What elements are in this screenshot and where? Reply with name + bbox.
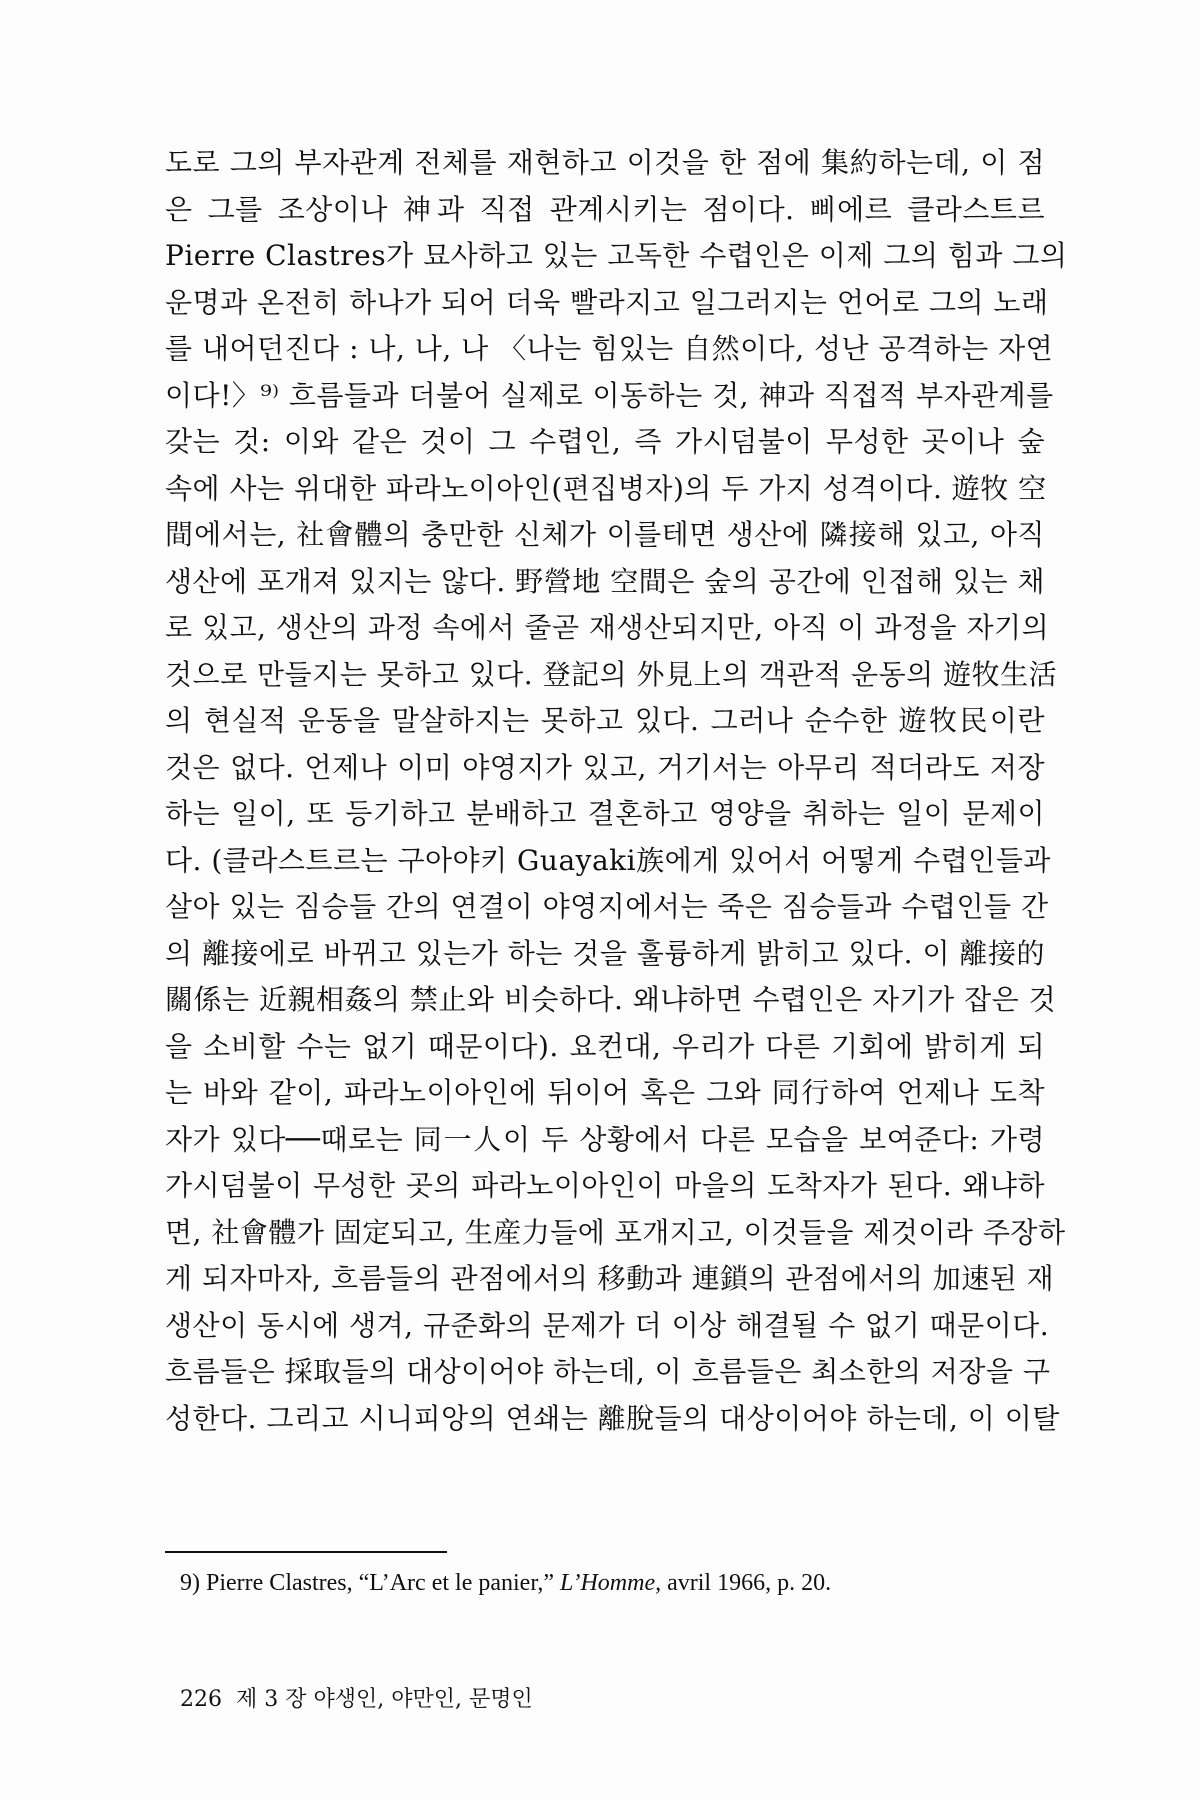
footnote [180, 1570, 1020, 1597]
text-line-14: 것은 없다. 언제나 이미 야영지가 있고, 거기서는 아무리 적더라도 저장 [165, 750, 1045, 784]
page-footer [180, 1682, 533, 1713]
text-line-11: 로 있고, 생산의 과정 속에서 줄곧 재생산되지만, 아직 이 과정을 자기의 [165, 611, 1050, 644]
text-line-22: 자가 있다──때로는 同一人이 두 상황에서 다른 모습을 보여준다: 가령 [165, 1122, 1045, 1156]
text-line-27: 흐름들은 採取들의 대상이어야 하는데, 이 흐름들은 최소한의 저장을 구 [165, 1355, 1051, 1388]
text-line-28: 성한다. 그리고 시니피앙의 연쇄는 離脫들의 대상이어야 하는데, 이 이탈 [165, 1401, 1060, 1435]
text-line-12: 것으로 만들지는 못하고 있다. 登記의 外見上의 객관적 운동의 遊牧生活 [165, 657, 1058, 691]
footnote-divider [165, 1551, 447, 1553]
text-line-4: 운명과 온전히 하나가 되어 더욱 빨라지고 일그러지는 언어로 그의 노래 [165, 285, 1049, 319]
text-line-13: 의 현실적 운동을 말살하지는 못하고 있다. 그러나 순수한 遊牧民이란 [165, 704, 1045, 737]
text-line-8: 속에 사는 위대한 파라노이아인(편집병자)의 두 가지 성격이다. 遊牧 空 [165, 471, 1047, 505]
text-line-9: 間에서는, 社會體의 충만한 신체가 이를테면 생산에 隣接해 있고, 아직 [165, 518, 1045, 551]
text-line-3: Pierre Clastres가 묘사하고 있는 고독한 수렵인은 이제 그의 힘과 그의 [165, 239, 1068, 272]
text-line-18: 의 離接에로 바뀌고 있는가 하는 것을 훌륭하게 밝히고 있다. 이 離接的 [165, 936, 1045, 970]
footnote-journal: L’Homme, [560, 1570, 662, 1596]
text-line-19: 關係는 近親相姦의 禁止와 비슷하다. 왜냐하면 수렵인은 자기가 잡은 것 [165, 983, 1057, 1016]
text-line-7: 갖는 것: 이와 같은 것이 그 수렵인, 즉 가시덤불이 무성한 곳이나 숲 [165, 425, 1045, 458]
text-line-17: 살아 있는 짐승들 간의 연결이 야영지에서는 죽은 짐승들과 수렵인들 간 [165, 890, 1049, 923]
text-line-26: 생산이 동시에 생겨, 규준화의 문제가 더 이상 해결될 수 없기 때문이다. [165, 1308, 1050, 1342]
text-line-20: 을 소비할 수는 없기 때문이다). 요컨대, 우리가 다른 기회에 밝히게 되 [165, 1029, 1045, 1063]
text-line-25: 게 되자마자, 흐름들의 관점에서의 移動과 連鎖의 관점에서의 加速된 재 [165, 1262, 1055, 1295]
text-line-6: 이다!〉⁹⁾ 흐름들과 더불어 실제로 이동하는 것, 神과 직접적 부자관계를 [165, 378, 1054, 412]
footnote-number: 9) [180, 1570, 200, 1596]
chapter-title: 제 3 장 야생인, 야만인, 문명인 [236, 1687, 533, 1712]
footnote-author: Pierre Clastres, [206, 1570, 353, 1596]
text-line-23: 가시덤불이 무성한 곳의 파라노이아인이 마을의 도착자가 된다. 왜냐하 [165, 1169, 1045, 1202]
page-number: 226 [180, 1687, 222, 1712]
text-line-5: 를 내어던진다 : 나, 나, 나 〈나는 힘있는 自然이다, 성난 공격하는 자연 [165, 332, 1054, 365]
footnote-article: “L’Arc et le panier,” [358, 1570, 554, 1596]
text-line-2: 은 그를 조상이나 神과 직접 관계시키는 점이다. 삐에르 클라스트르 [165, 192, 1045, 226]
body-paragraph [165, 140, 1068, 1442]
footnote-details: avril 1966, p. 20. [667, 1570, 832, 1596]
text-line-24: 면, 社會體가 固定되고, 生産力들에 포개지고, 이것들을 제것이라 주장하 [165, 1215, 1066, 1249]
text-line-1: 도로 그의 부자관계 전체를 재현하고 이것을 한 점에 集約하는데, 이 점 [165, 146, 1045, 179]
text-line-21: 는 바와 같이, 파라노이아인에 뒤이어 혹은 그와 同行하여 언제나 도착 [165, 1076, 1045, 1109]
text-line-10: 생산에 포개져 있지는 않다. 野營地 空間은 숲의 공간에 인접해 있는 채 [165, 564, 1045, 598]
text-line-16: 다. (클라스트르는 구아야키 Guayaki族에게 있어서 어떻게 수렵인들과 [165, 843, 1051, 877]
text-line-15: 하는 일이, 또 등기하고 분배하고 결혼하고 영양을 취하는 일이 문제이 [165, 797, 1045, 830]
